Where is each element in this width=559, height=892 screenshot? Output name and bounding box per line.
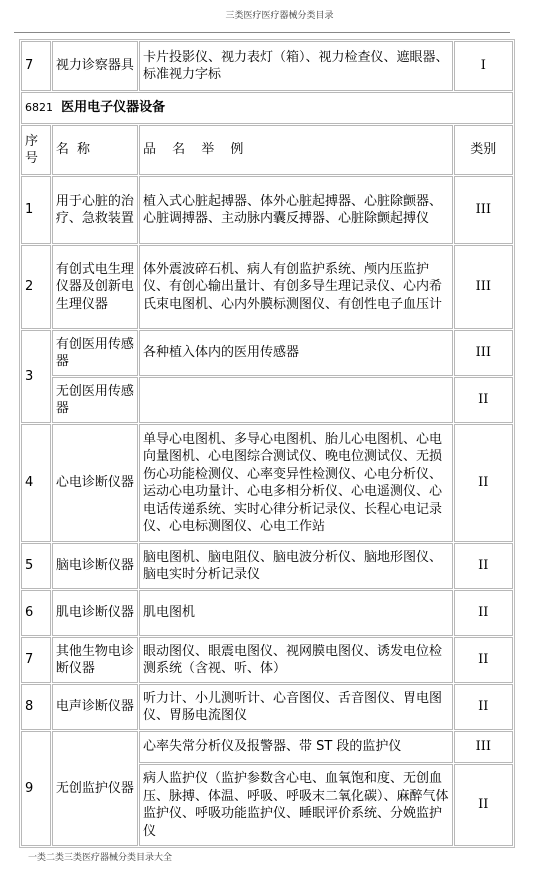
section-title: 医用电子仪器设备: [61, 100, 166, 116]
row-number: 7: [21, 41, 51, 91]
row-name: 无创医用传感器: [52, 377, 138, 423]
row-class: III: [454, 176, 513, 244]
row-name: 其他生物电诊断仪器: [52, 637, 138, 683]
section-code: 6821: [25, 101, 53, 115]
row-class: II: [454, 543, 513, 589]
section-row: [21, 92, 513, 124]
row-examples: 单导心电图机、多导心电图机、胎儿心电图机、心电向量图机、心电图综合测试仪、晚电位测试仪、无损伤心功能检测仪、心率变异性检测仪、心电分析仪、运动心电功量计、心电多相分析仪、心电遥测仪、心电话传递系统、实时心律分析记录仪、长程心电记录仪、心电标测图仪、心电工作站: [139, 424, 453, 542]
row-examples: 肌电图机: [139, 590, 453, 636]
row-name: 用于心脏的治疗、急救装置: [52, 176, 138, 244]
page-footer: 一类二类三类医疗器械分类目录大全: [28, 853, 173, 863]
row-examples: 植入式心脏起搏器、体外心脏起搏器、心脏除颤器、心脏调搏器、主动脉内囊反搏器、心脏除颤起搏仪: [139, 176, 453, 244]
row-examples: 各种植入体内的医用传感器: [139, 330, 453, 376]
row-class: II: [454, 424, 513, 542]
row-name: 电声诊断仪器: [52, 684, 138, 730]
row-examples: 脑电图机、脑电阻仪、脑电波分析仪、脑地形图仪、脑电实时分析记录仪: [139, 543, 453, 589]
row-examples: 听力计、小儿测听计、心音图仪、舌音图仪、胃电图仪、胃肠电流图仪: [139, 684, 453, 730]
page-header: 三类医疗医疗器械分类目录: [225, 11, 334, 21]
row-number: 3: [21, 330, 51, 423]
row-examples: [139, 377, 453, 423]
table-row: [21, 731, 513, 763]
row-examples: 卡片投影仪、视力表灯（箱）、视力检查仪、遮眼器、标准视力字标: [139, 41, 453, 91]
row-class: III: [454, 731, 513, 763]
section-heading: [21, 92, 513, 124]
row-class: II: [454, 590, 513, 636]
row-name: 心电诊断仪器: [52, 424, 138, 542]
header-no: 序号: [21, 125, 51, 175]
row-number: 5: [21, 543, 51, 589]
row-examples: 眼动图仪、眼震电图仪、视网膜电图仪、诱发电位检测系统（含视、听、体）: [139, 637, 453, 683]
row-number: 4: [21, 424, 51, 542]
table-row: [21, 637, 513, 683]
table-row: [21, 424, 513, 542]
row-class: III: [454, 330, 513, 376]
row-examples: 心率失常分析仪及报警器、带 ST 段的监护仪: [139, 731, 453, 763]
row-class: II: [454, 637, 513, 683]
row-number: 1: [21, 176, 51, 244]
header-examples: 品 名 举 例: [139, 125, 453, 175]
row-class: II: [454, 377, 513, 423]
row-name: 无创监护仪器: [52, 731, 138, 846]
row-number: 9: [21, 731, 51, 846]
table-header-row: [21, 125, 513, 175]
row-examples: 体外震波碎石机、病人有创监护系统、颅内压监护仪、有创心输出量计、有创多导生理记录仪、心内希氏束电图机、心内外膜标测图仪、有创性电子血压计: [139, 245, 453, 329]
row-number: 7: [21, 637, 51, 683]
row-name: 视力诊察器具: [52, 41, 138, 91]
table-row: [21, 41, 513, 91]
table-row: [21, 543, 513, 589]
row-number: 8: [21, 684, 51, 730]
row-number: 6: [21, 590, 51, 636]
row-class: II: [454, 764, 513, 846]
table-row: [21, 176, 513, 244]
table-row: [21, 330, 513, 376]
row-examples: 病人监护仪（监护参数含心电、血氧饱和度、无创血压、脉搏、体温、呼吸、呼吸末二氧化碳）、麻醉气体监护仪、呼吸功能监护仪、睡眠评价系统、分娩监护仪: [139, 764, 453, 846]
row-name: 脑电诊断仪器: [52, 543, 138, 589]
row-class: III: [454, 245, 513, 329]
header-name: 名 称: [52, 125, 138, 175]
row-number: 2: [21, 245, 51, 329]
row-name: 肌电诊断仪器: [52, 590, 138, 636]
header-class: 类别: [454, 125, 513, 175]
row-name: 有创式电生理仪器及创新电生理仪器: [52, 245, 138, 329]
row-name: 有创医用传感器: [52, 330, 138, 376]
row-class: I: [454, 41, 513, 91]
row-class: II: [454, 684, 513, 730]
table-row: [21, 245, 513, 329]
header-rule: [14, 32, 510, 33]
table-row: [21, 590, 513, 636]
table-row: [21, 377, 513, 423]
device-classification-table: [20, 40, 514, 847]
table-row: [21, 684, 513, 730]
